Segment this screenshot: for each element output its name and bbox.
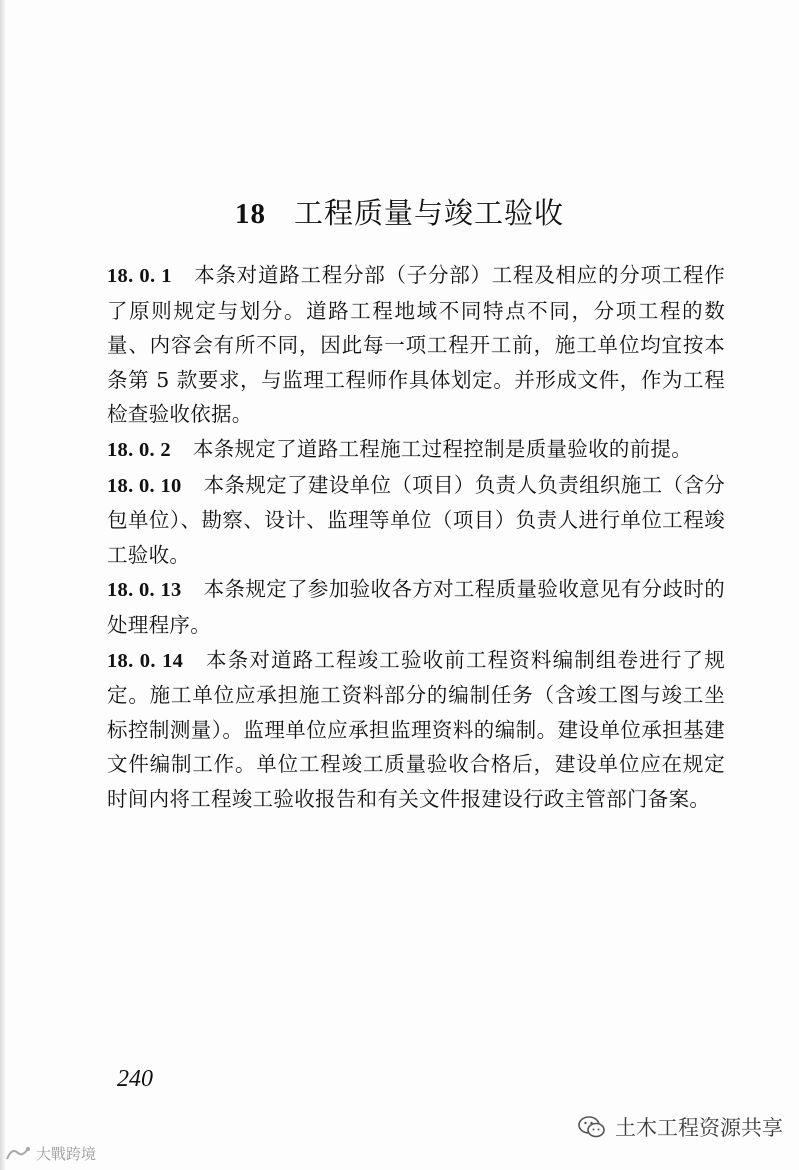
clause-text: 本条规定了建设单位（项目）负责人负责组织施工（含分包单位）、勘察、设计、监理等单位（项目）负责人进行单位工程竣工验收。 (107, 472, 726, 567)
clause-number: 18. 0. 13 (107, 579, 182, 602)
clause-number: 18. 0. 10 (107, 474, 182, 497)
clause-number: 18. 0. 14 (107, 649, 184, 672)
clause-18-0-10 (107, 468, 725, 573)
watermark-right-text: 土木工程资源共享 (615, 1116, 783, 1140)
clause-text: 本条规定了参加验收各方对工程质量验收意见有分歧时的处理程序。 (107, 577, 726, 637)
clause-text: 本条对道路工程分部（子分部）工程及相应的分项工程作了原则规定与划分。道路工程地域不同特点不同，分项工程的数量、内容会有所不同，因此每一项工程开工前，施工单位均宜按本条第 5 款要求，与监理工程师作具体划定。并形成文件，作为工程检查验收依据。 (107, 263, 725, 427)
page-number: 240 (117, 1066, 153, 1092)
chapter-name: 工程质量与竣工验收 (293, 196, 564, 231)
chapter-title (0, 191, 799, 232)
clause-18-0-13 (107, 572, 725, 642)
clause-text: 本条规定了道路工程施工过程控制是质量验收的前提。 (192, 436, 693, 461)
wechat-icon (577, 1114, 607, 1140)
clause-18-0-1 (107, 258, 725, 432)
chapter-number: 18 (234, 198, 266, 231)
logo-icon (4, 1145, 32, 1163)
watermark-right (577, 1112, 783, 1142)
clause-number: 18. 0. 1 (107, 265, 172, 287)
watermark-left-text: 大戰跨境 (36, 1145, 97, 1163)
clause-number: 18. 0. 2 (107, 438, 171, 461)
clause-18-0-14 (107, 643, 725, 817)
watermark-left (4, 1143, 96, 1164)
page-edge-shadow (0, 0, 6, 1170)
clause-18-0-2 (107, 432, 725, 468)
clause-list (107, 258, 725, 817)
clause-text: 本条对道路工程竣工验收前工程资料编制组卷进行了规定。施工单位应承担施工资料部分的编制任务（含竣工图与竣工坐标控制测量）。监理单位应承担监理资料的编制。建设单位承担基建文件编制工作。单位工程竣工质量验收合格后，建设单位应在规定时间内将工程竣工验收报告和有关文件报建设行政主管部门备案。 (107, 647, 725, 811)
